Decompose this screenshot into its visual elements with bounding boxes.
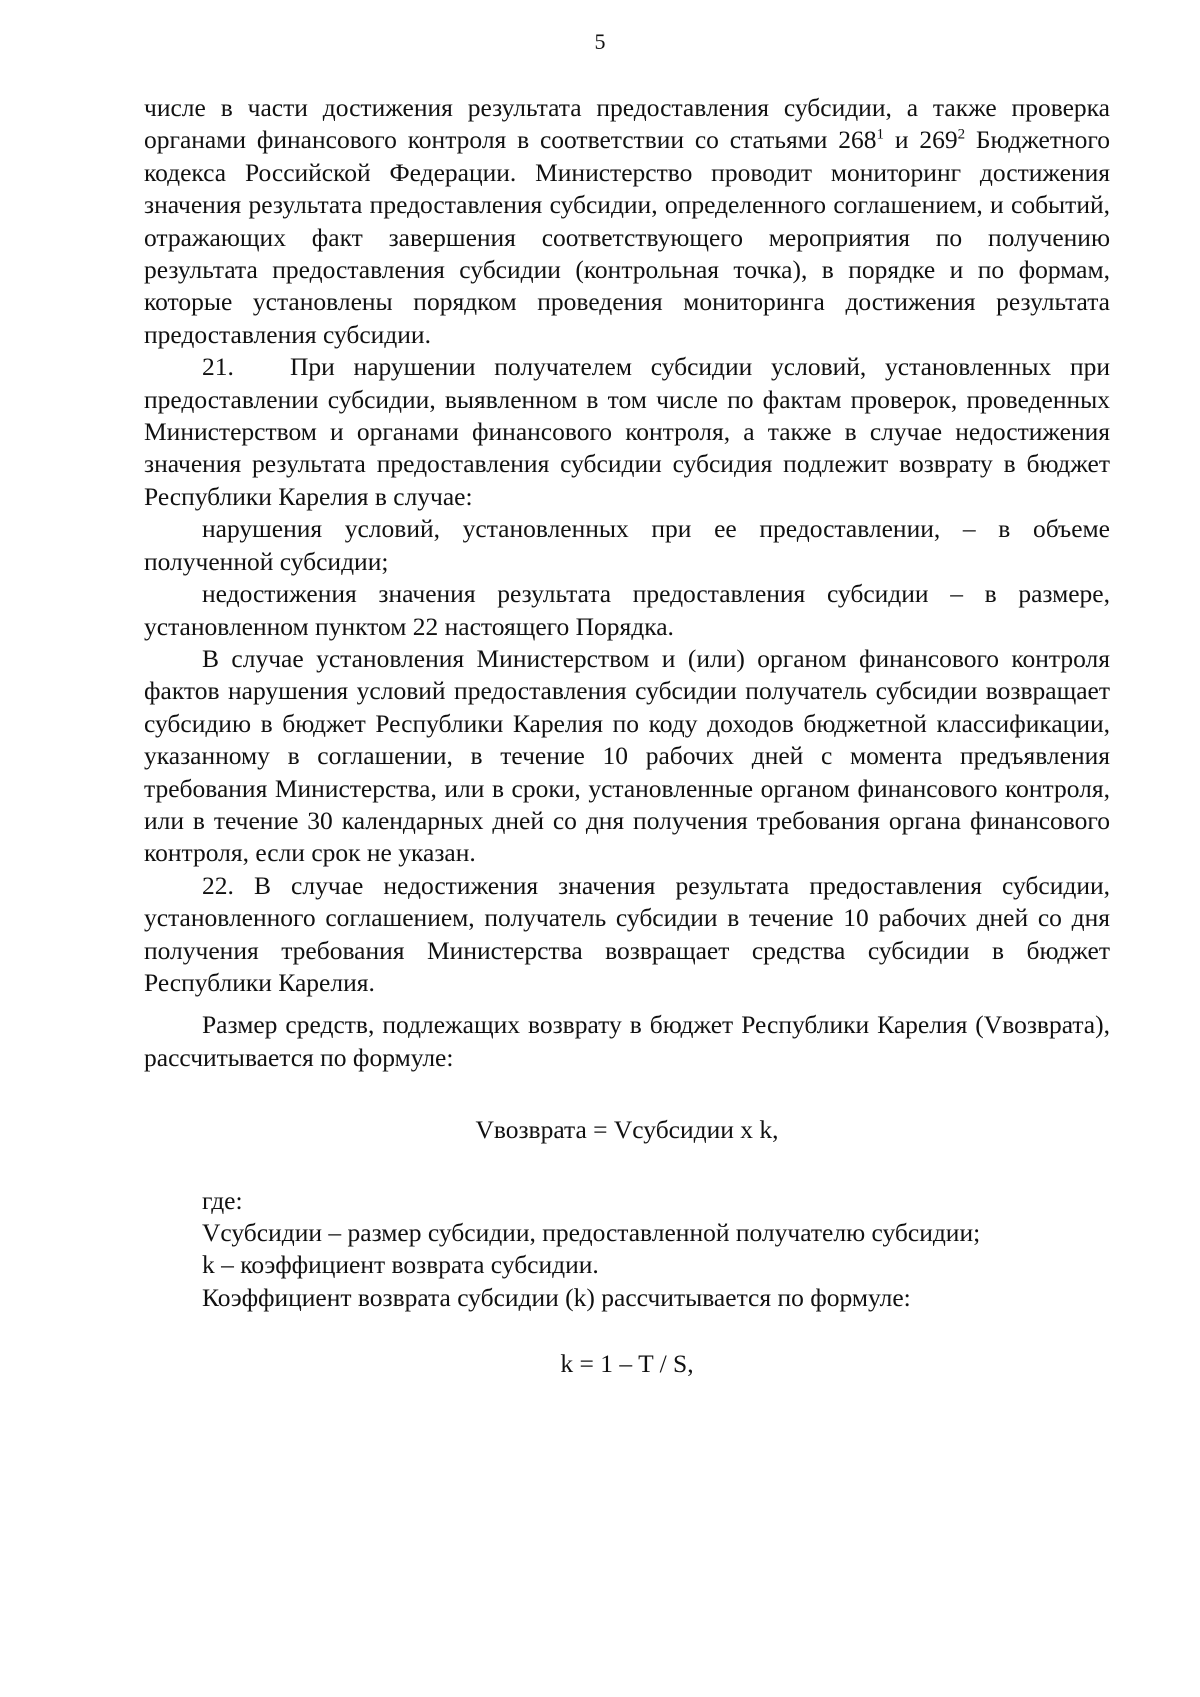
- paragraph-21: [144, 351, 1110, 513]
- paragraph-text: Бюджетного кодекса Российской Федерации. Министерство проводит мониторинг достижения значения результата предоставления субсидии, определенного соглашением, и событий, отражающих факт завершения соответствующего мероприятия по получению результата предоставления субсидии (контрольная точка), в порядке и по формам, которые установлены порядком проведения мониторинга достижения результата предоставления субсидии.: [144, 125, 1110, 349]
- paragraph-22-size: Размер средств, подлежащих возврату в бюджет Республики Карелия (Vвозврата), рассчитывается по формуле:: [144, 1010, 1110, 1072]
- item-number-21: 21.: [202, 352, 234, 382]
- paragraph-22: 22. В случае недостижения значения результата предоставления субсидии, установленного соглашением, получатель субсидии в течение 10 рабочих дней со дня получения требования Министерства возвращает средства субсидии в бюджет Республики Карелия.: [144, 870, 1110, 997]
- page-number: 5: [594, 29, 606, 54]
- definition-v-subsidy: Vсубсидии – размер субсидии, предоставленной получателю субсидии;: [202, 1218, 981, 1247]
- paragraph-21-violation: нарушения условий, установленных при ее предоставлении, – в объеме полученной субсидии;: [144, 514, 1110, 576]
- where-label: где:: [202, 1185, 243, 1215]
- paragraph-text: числе в части достижения результата предоставления субсидии, а также проверка органами финансового контроля в соответствии со статьями 268: [144, 93, 1110, 155]
- formula-k: k = 1 – T / S,: [560, 1349, 694, 1379]
- superscript-2: 2: [957, 126, 966, 143]
- paragraph-text: При нарушении получателем субсидии условий, установленных при предоставлении субсидии, выявленном в том числе по фактам проверок, проведенных Министерством и органами финансового контроля, а также в случае недостижения значения результата предоставления субсидии субсидия подлежит возврату в бюджет Республики Карелия в случае:: [144, 352, 1110, 511]
- k-formula-intro: Коэффициент возврата субсидии (k) рассчитывается по формуле:: [202, 1282, 911, 1312]
- paragraph-21-nonachievement: недостижения значения результата предоставления субсидии – в размере, установленном пунктом 22 настоящего Порядка.: [144, 579, 1110, 641]
- document-body: [144, 92, 1110, 1381]
- paragraph-21-refund-terms: В случае установления Министерством и (или) органом финансового контроля фактов нарушения условий предоставления субсидии получатель субсидии возвращает субсидию в бюджет Республики Карелия по коду доходов бюджетной классификации, указанному в соглашении, в течение 10 рабочих дней с момента предъявления требования Министерства, или в сроки, установленные органом финансового контроля, или в течение 30 календарных дней со дня получения требования органа финансового контроля, если срок не указан.: [144, 643, 1110, 868]
- superscript-1: 1: [876, 126, 885, 143]
- paragraph-text: и 269: [884, 125, 958, 155]
- definition-k: k – коэффициент возврата субсидии.: [202, 1250, 599, 1280]
- paragraph-continuation: [144, 92, 1110, 351]
- formula-refund: Vвозврата = Vсубсидии x k,: [475, 1115, 779, 1145]
